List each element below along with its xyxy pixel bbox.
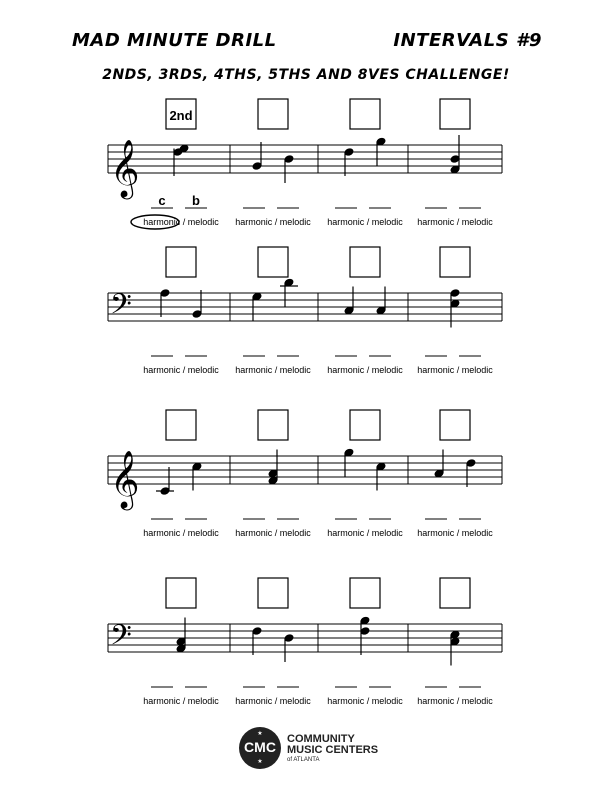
harmonic-melodic-label: harmonic / melodic bbox=[327, 217, 403, 227]
answer-box bbox=[350, 578, 380, 608]
harmonic-melodic-label: harmonic / melodic bbox=[327, 528, 403, 538]
answer-box bbox=[440, 578, 470, 608]
page-subtitle: 2NDS, 3RDS, 4THS, 5THS AND 8VES CHALLENGE! bbox=[102, 67, 510, 83]
example-interval-answer: 2nd bbox=[169, 108, 193, 123]
answer-box bbox=[350, 99, 380, 129]
answer-box bbox=[440, 410, 470, 440]
harmonic-melodic-label: harmonic / melodic bbox=[235, 696, 311, 706]
harmonic-melodic-label: harmonic / melodic bbox=[143, 696, 219, 706]
harmonic-melodic-label: harmonic / melodic bbox=[417, 217, 493, 227]
treble-clef-icon: 𝄞 bbox=[110, 139, 140, 197]
logo-line-2: MUSIC CENTERS bbox=[287, 744, 379, 756]
answer-box bbox=[258, 247, 288, 277]
harmonic-melodic-label: harmonic / melodic bbox=[143, 217, 219, 227]
harmonic-melodic-label: harmonic / melodic bbox=[327, 696, 403, 706]
harmonic-melodic-label: harmonic / melodic bbox=[417, 365, 493, 375]
answer-box bbox=[166, 247, 196, 277]
answer-box bbox=[166, 578, 196, 608]
logo-mark: CMC bbox=[244, 739, 276, 755]
answer-box bbox=[166, 410, 196, 440]
answer-box bbox=[350, 247, 380, 277]
community-music-centers-logo bbox=[239, 727, 389, 771]
treble-clef-icon: 𝄞 bbox=[110, 450, 140, 508]
page-title: MAD MINUTE DRILL bbox=[72, 30, 277, 51]
logo-line-3: of ATLANTA bbox=[287, 757, 320, 763]
harmonic-melodic-label: harmonic / melodic bbox=[327, 365, 403, 375]
answer-box bbox=[258, 578, 288, 608]
bass-clef-icon: 𝄢 bbox=[110, 288, 132, 328]
harmonic-melodic-label: harmonic / melodic bbox=[235, 365, 311, 375]
harmonic-melodic-label: harmonic / melodic bbox=[417, 528, 493, 538]
bass-clef-icon: 𝄢 bbox=[110, 619, 132, 659]
example-note-name: c bbox=[158, 193, 166, 208]
example-note-name: b bbox=[192, 193, 200, 208]
sheet-number: INTERVALS #9 bbox=[393, 30, 542, 51]
answer-box bbox=[258, 410, 288, 440]
harmonic-melodic-label: harmonic / melodic bbox=[143, 528, 219, 538]
harmonic-melodic-label: harmonic / melodic bbox=[417, 696, 493, 706]
answer-box bbox=[440, 247, 470, 277]
harmonic-melodic-label: harmonic / melodic bbox=[143, 365, 219, 375]
star-icon: ★ bbox=[257, 758, 263, 765]
logo-line-1: COMMUNITY bbox=[287, 733, 355, 745]
answer-box bbox=[350, 410, 380, 440]
answer-box bbox=[258, 99, 288, 129]
answer-box bbox=[440, 99, 470, 129]
harmonic-melodic-label: harmonic / melodic bbox=[235, 217, 311, 227]
star-icon: ★ bbox=[257, 730, 263, 737]
harmonic-melodic-label: harmonic / melodic bbox=[235, 528, 311, 538]
